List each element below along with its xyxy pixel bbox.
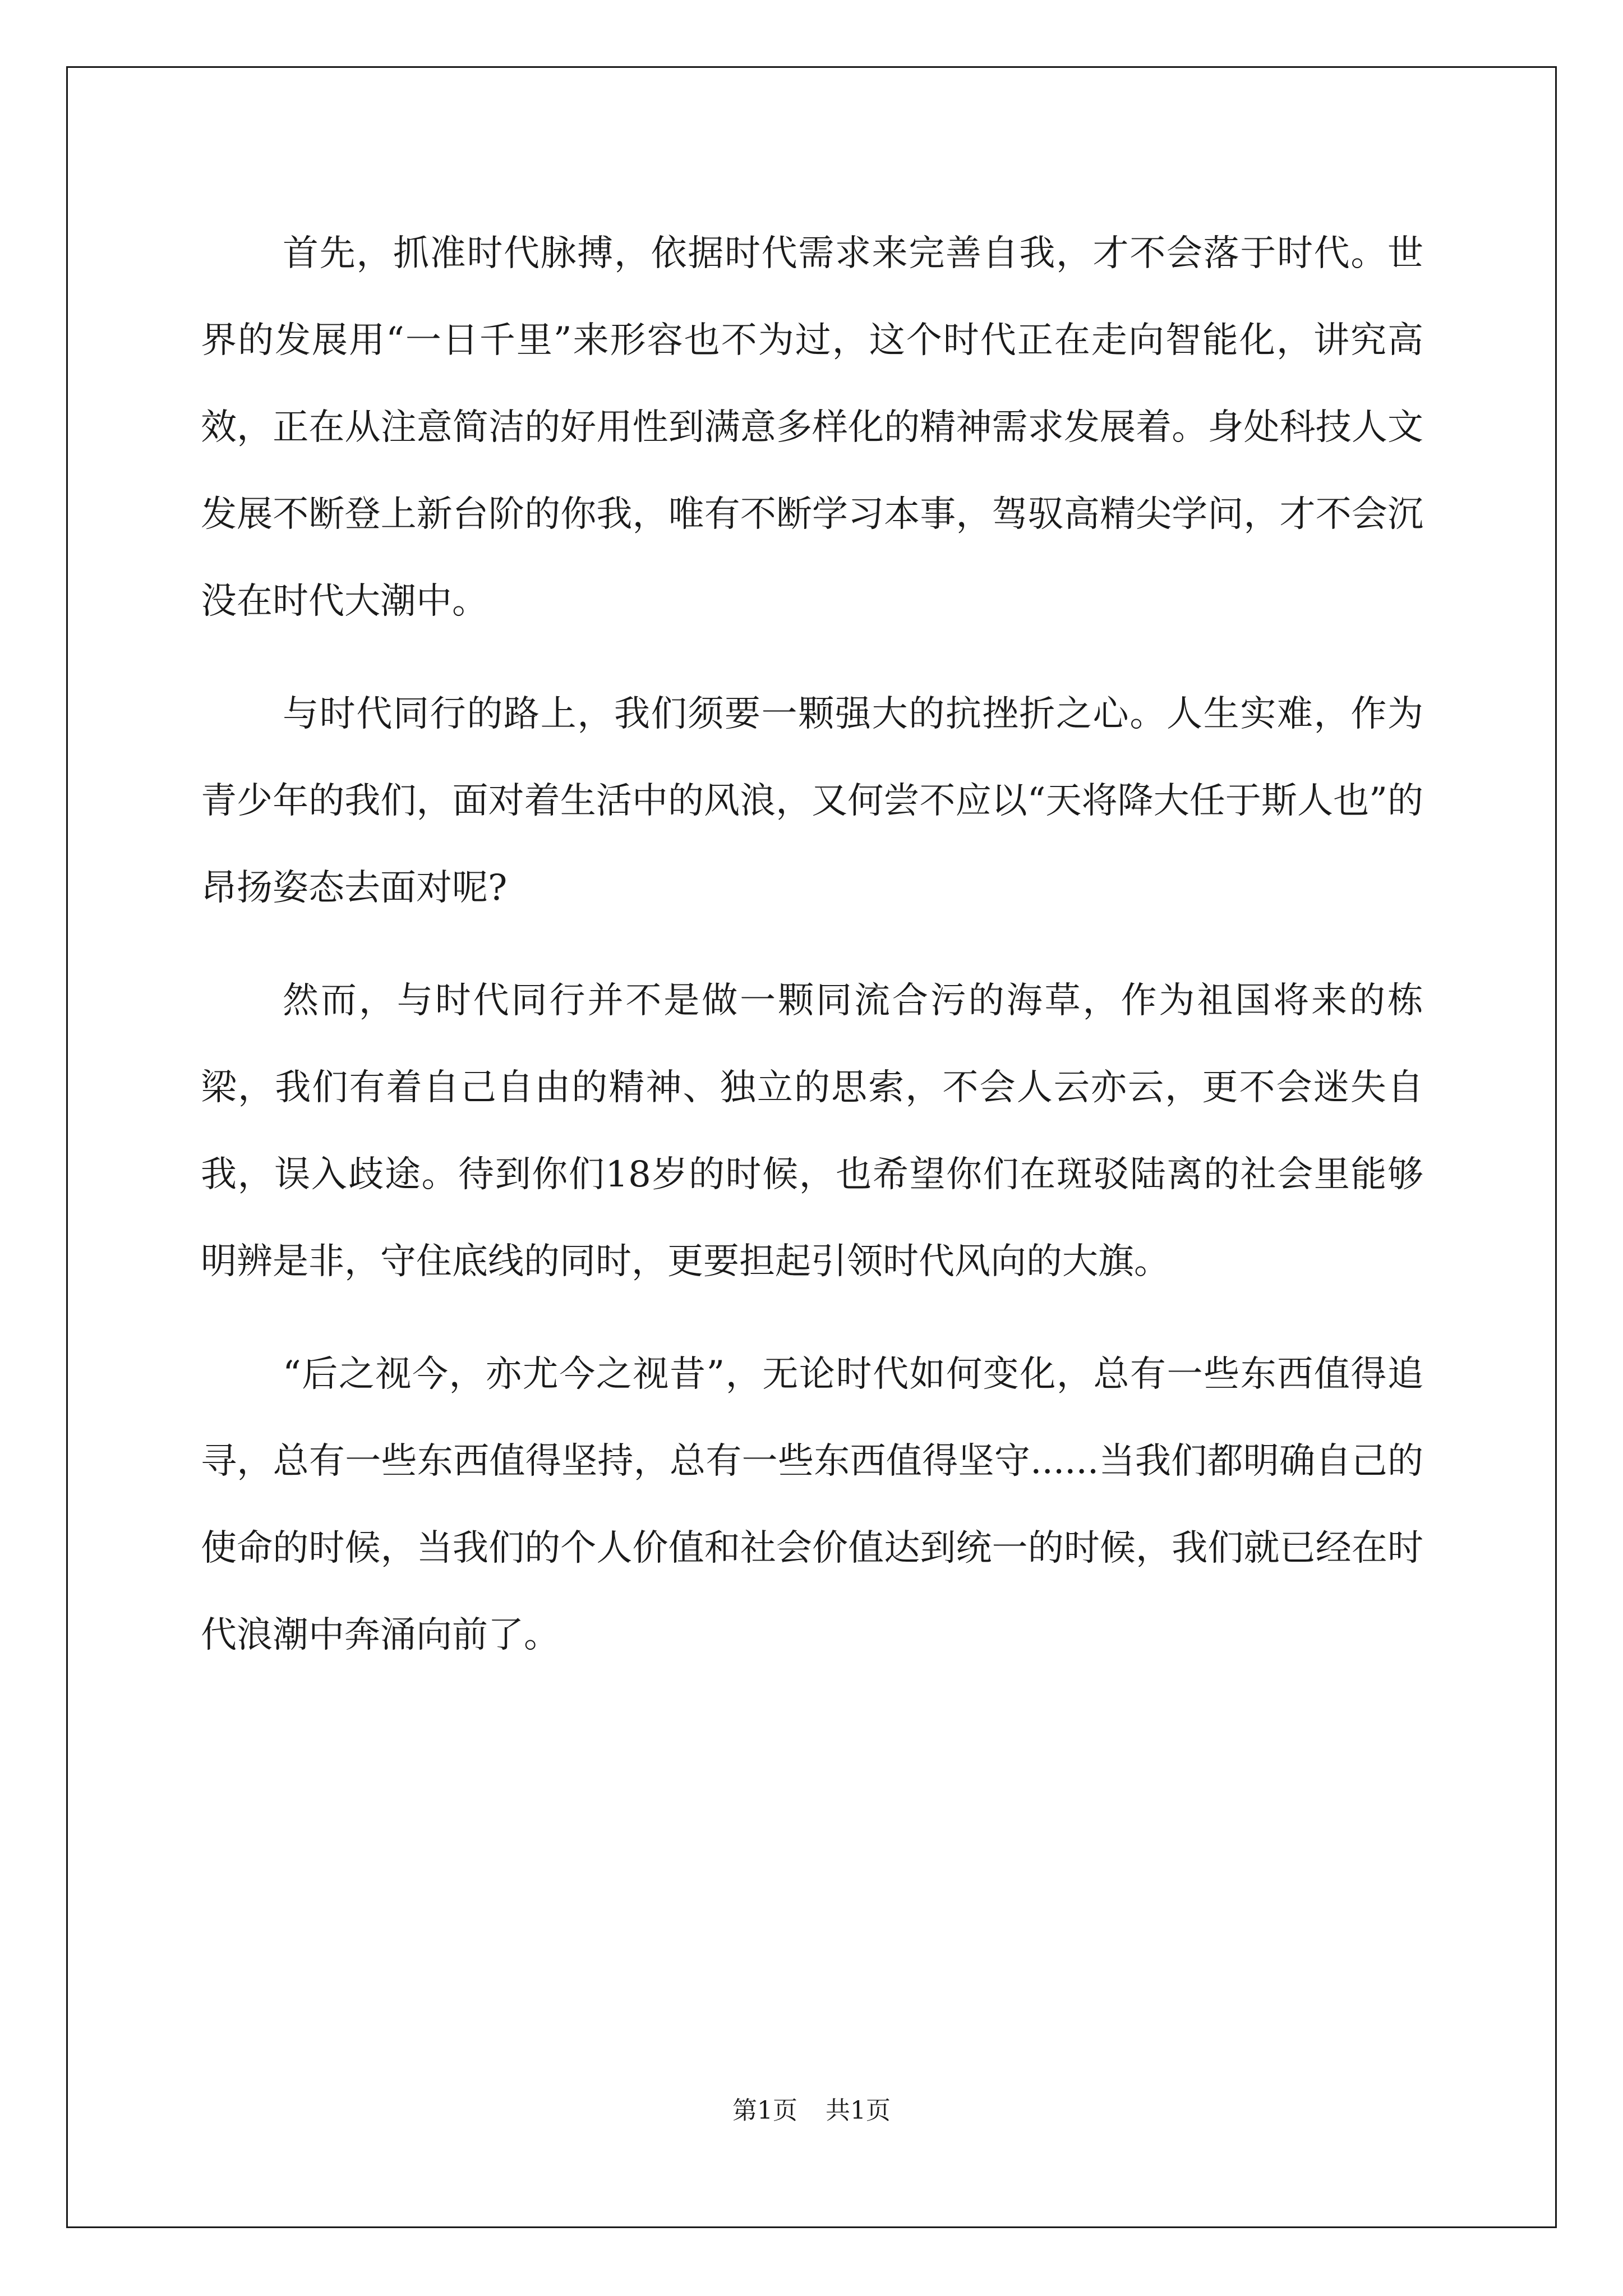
paragraph-3: 然而，与时代同行并不是做一颗同流合污的海草，作为祖国将来的栋梁，我们有着自己自由的精神、独立的思索，不会人云亦云，更不会迷失自我，误入歧途。待到你们18岁的时候，也希望你们在斑驳陆离的社会里能够明辨是非，守住底线的同时，更要担起引领时代风向的大旗。 <box>201 980 1423 1282</box>
paragraph-2: 与时代同行的路上，我们须要一颗强大的抗挫折之心。人生实难，作为青少年的我们，面对着生活中的风浪，又何尝不应以“天将降大任于斯人也”的昂扬姿态去面对呢? <box>201 693 1423 909</box>
page-number-current: 第1页 <box>732 2096 797 2125</box>
paragraph-1: 首先，抓准时代脉搏，依据时代需求来完善自我，才不会落于时代。世界的发展用“一日千里”来形容也不为过，这个时代正在走向智能化，讲究高效，正在从注意简洁的好用性到满意多样化的精神需求发展着。身处科技人文发展不断登上新台阶的你我，唯有不断学习本事，驾驭高精尖学问，才不会沉没在时代大潮中。 <box>201 233 1423 622</box>
page-footer <box>0 2090 1623 2126</box>
paragraph-4: “后之视今，亦尤今之视昔”，无论时代如何变化，总有一些东西值得追寻，总有一些东西值得坚持，总有一些东西值得坚守......当我们都明确自己的使命的时候，当我们的个人价值和社会价值达到统一的时候，我们就已经在时代浪潮中奔涌向前了。 <box>201 1354 1423 1656</box>
document-body <box>201 210 1423 1679</box>
page-number-total: 共1页 <box>826 2096 891 2125</box>
